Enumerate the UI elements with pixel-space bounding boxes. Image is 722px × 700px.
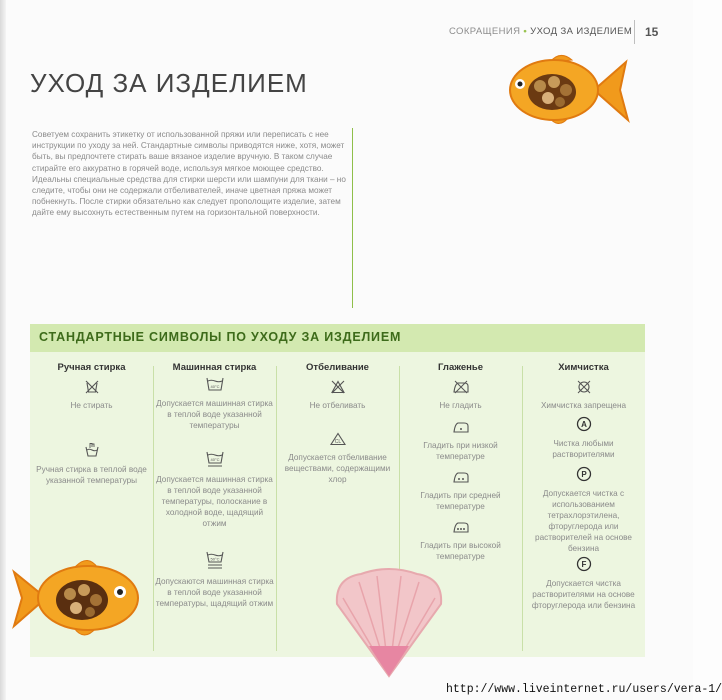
care-symbol-text: Допускается машинная стирка в теплой воде указанной температуры, полоскание в холодной воде, щадящий отжим (156, 475, 273, 528)
no-iron-icon (452, 380, 470, 394)
column-ironing (399, 352, 522, 561)
iron-low-icon (452, 420, 470, 434)
running-header (449, 26, 632, 37)
page-number: 15 (645, 25, 659, 39)
source-url-watermark: http://www.liveinternet.ru/users/vera-1/ (446, 683, 722, 696)
care-symbol-text: Ручная стирка в теплой воде указанной температуры (36, 465, 147, 485)
page-number-divider (634, 20, 635, 44)
care-symbol-item (522, 556, 645, 611)
care-symbol-item (153, 448, 276, 529)
svg-text:A: A (580, 420, 587, 429)
column-heading: Химчистка (558, 362, 609, 373)
care-symbol-text: Не гладить (439, 401, 482, 410)
machine-wash-gentle-icon (205, 448, 225, 468)
dry-clean-f-icon (576, 556, 592, 572)
care-symbol-text: Допускается чистка с использованием тетрахлорэтилена, фторуглерода или растворителей на основе бензина (535, 489, 632, 553)
intro-divider (352, 128, 353, 308)
intro-paragraph: Советуем сохранить этикетку от использованной пряжи или переписать с нее инструкции по уходу за ней. Стандартные символы приводятся ниже, хотя, может быть, вы предпочтете стирать ваше вязаное изделие вручную. В таком случае стирайте его аккуратно в горячей воде, используя мягкое моющее средство. Идеальны специальные средства для стирки шерсти или шампуни для ткани – но следите, чтобы они не содержали отбеливателей, иначе цветная пряжа может побнекнуть. После стирки обязательно как следует прополощите изделие, затем дайте ему высохнуть естественным путем на горизонтальной поверхности. (32, 130, 346, 218)
column-hand-wash (30, 352, 153, 485)
care-symbol-text: Чистка любыми растворителями (552, 439, 615, 459)
page-gutter-shadow (0, 0, 6, 700)
care-symbol-text: Гладить при средней температуре (420, 491, 501, 511)
column-dry-clean (522, 352, 645, 610)
no-bleach-icon (331, 380, 345, 394)
care-symbol-item (399, 470, 522, 512)
care-symbol-text: Допускается чистка растворителями на основе фторуглерода или бензина (531, 579, 636, 610)
column-heading: Глаженье (438, 362, 483, 373)
running-header-section: СОКРАЩЕНИЯ (449, 26, 521, 37)
machine-wash-delicate-icon (205, 548, 225, 570)
care-symbol-text: Гладить при высокой температуре (420, 541, 501, 561)
machine-wash-icon (205, 374, 225, 392)
care-symbol-text: Гладить при низкой температуре (423, 441, 498, 461)
column-bleach (276, 352, 399, 484)
care-symbol-text: Не стирать (70, 401, 113, 410)
care-symbols-table-header (30, 324, 645, 352)
care-symbol-item (276, 380, 399, 411)
care-symbol-item (399, 380, 522, 411)
care-symbol-text: Не отбеливать (309, 401, 366, 410)
no-wash-icon (85, 380, 99, 394)
column-heading: Ручная стирка (57, 362, 126, 373)
svg-text:CL: CL (334, 439, 341, 445)
svg-text:P: P (580, 470, 587, 479)
care-symbol-item (522, 380, 645, 411)
hand-wash-icon (84, 442, 100, 458)
running-header-topic: УХОД ЗА ИЗДЕЛИЕМ (530, 26, 633, 37)
dry-clean-p-icon (576, 466, 592, 482)
column-heading: Машинная стирка (172, 362, 257, 373)
iron-high-icon (452, 520, 470, 534)
care-symbols-table-title: СТАНДАРТНЫЕ СИМВОЛЫ ПО УХОДУ ЗА ИЗДЕЛИЕМ (39, 330, 402, 344)
care-symbol-text: Допускаются машинная стирка в теплой воде указанной температуры, щадящий отжим (155, 577, 274, 608)
care-symbol-item (522, 416, 645, 460)
running-header-separator: • (523, 26, 528, 37)
care-symbol-item (30, 442, 153, 486)
care-symbol-item (153, 548, 276, 609)
care-symbol-item (153, 374, 276, 431)
svg-text:50°C: 50°C (210, 556, 219, 562)
svg-text:40°C: 40°C (210, 457, 219, 462)
goldfish-applique-top-image (498, 50, 630, 130)
care-symbol-text: Химчистка запрещена (540, 401, 627, 410)
care-symbol-text: Допускается машинная стирка в теплой воде указанной температуры (156, 399, 273, 430)
care-symbol-item (276, 432, 399, 485)
care-symbol-item (522, 466, 645, 554)
knitted-shell-applique-image (329, 568, 449, 680)
care-symbol-item (30, 380, 153, 411)
care-symbol-text: Допускается отбеливание веществами, содержащими хлор (284, 453, 391, 484)
svg-text:F: F (581, 560, 586, 569)
care-symbol-item (399, 420, 522, 462)
column-heading: Отбеливание (306, 362, 369, 373)
chlorine-bleach-icon (330, 432, 346, 446)
care-symbol-item (399, 520, 522, 562)
no-dry-clean-icon (577, 380, 591, 394)
page-title: УХОД ЗА ИЗДЕЛИЕМ (30, 68, 308, 98)
svg-text:40°C: 40°C (210, 384, 219, 389)
iron-medium-icon (452, 470, 470, 484)
column-machine-wash (153, 352, 276, 608)
goldfish-applique-bottom-image (12, 556, 144, 640)
dry-clean-a-icon (576, 416, 592, 432)
